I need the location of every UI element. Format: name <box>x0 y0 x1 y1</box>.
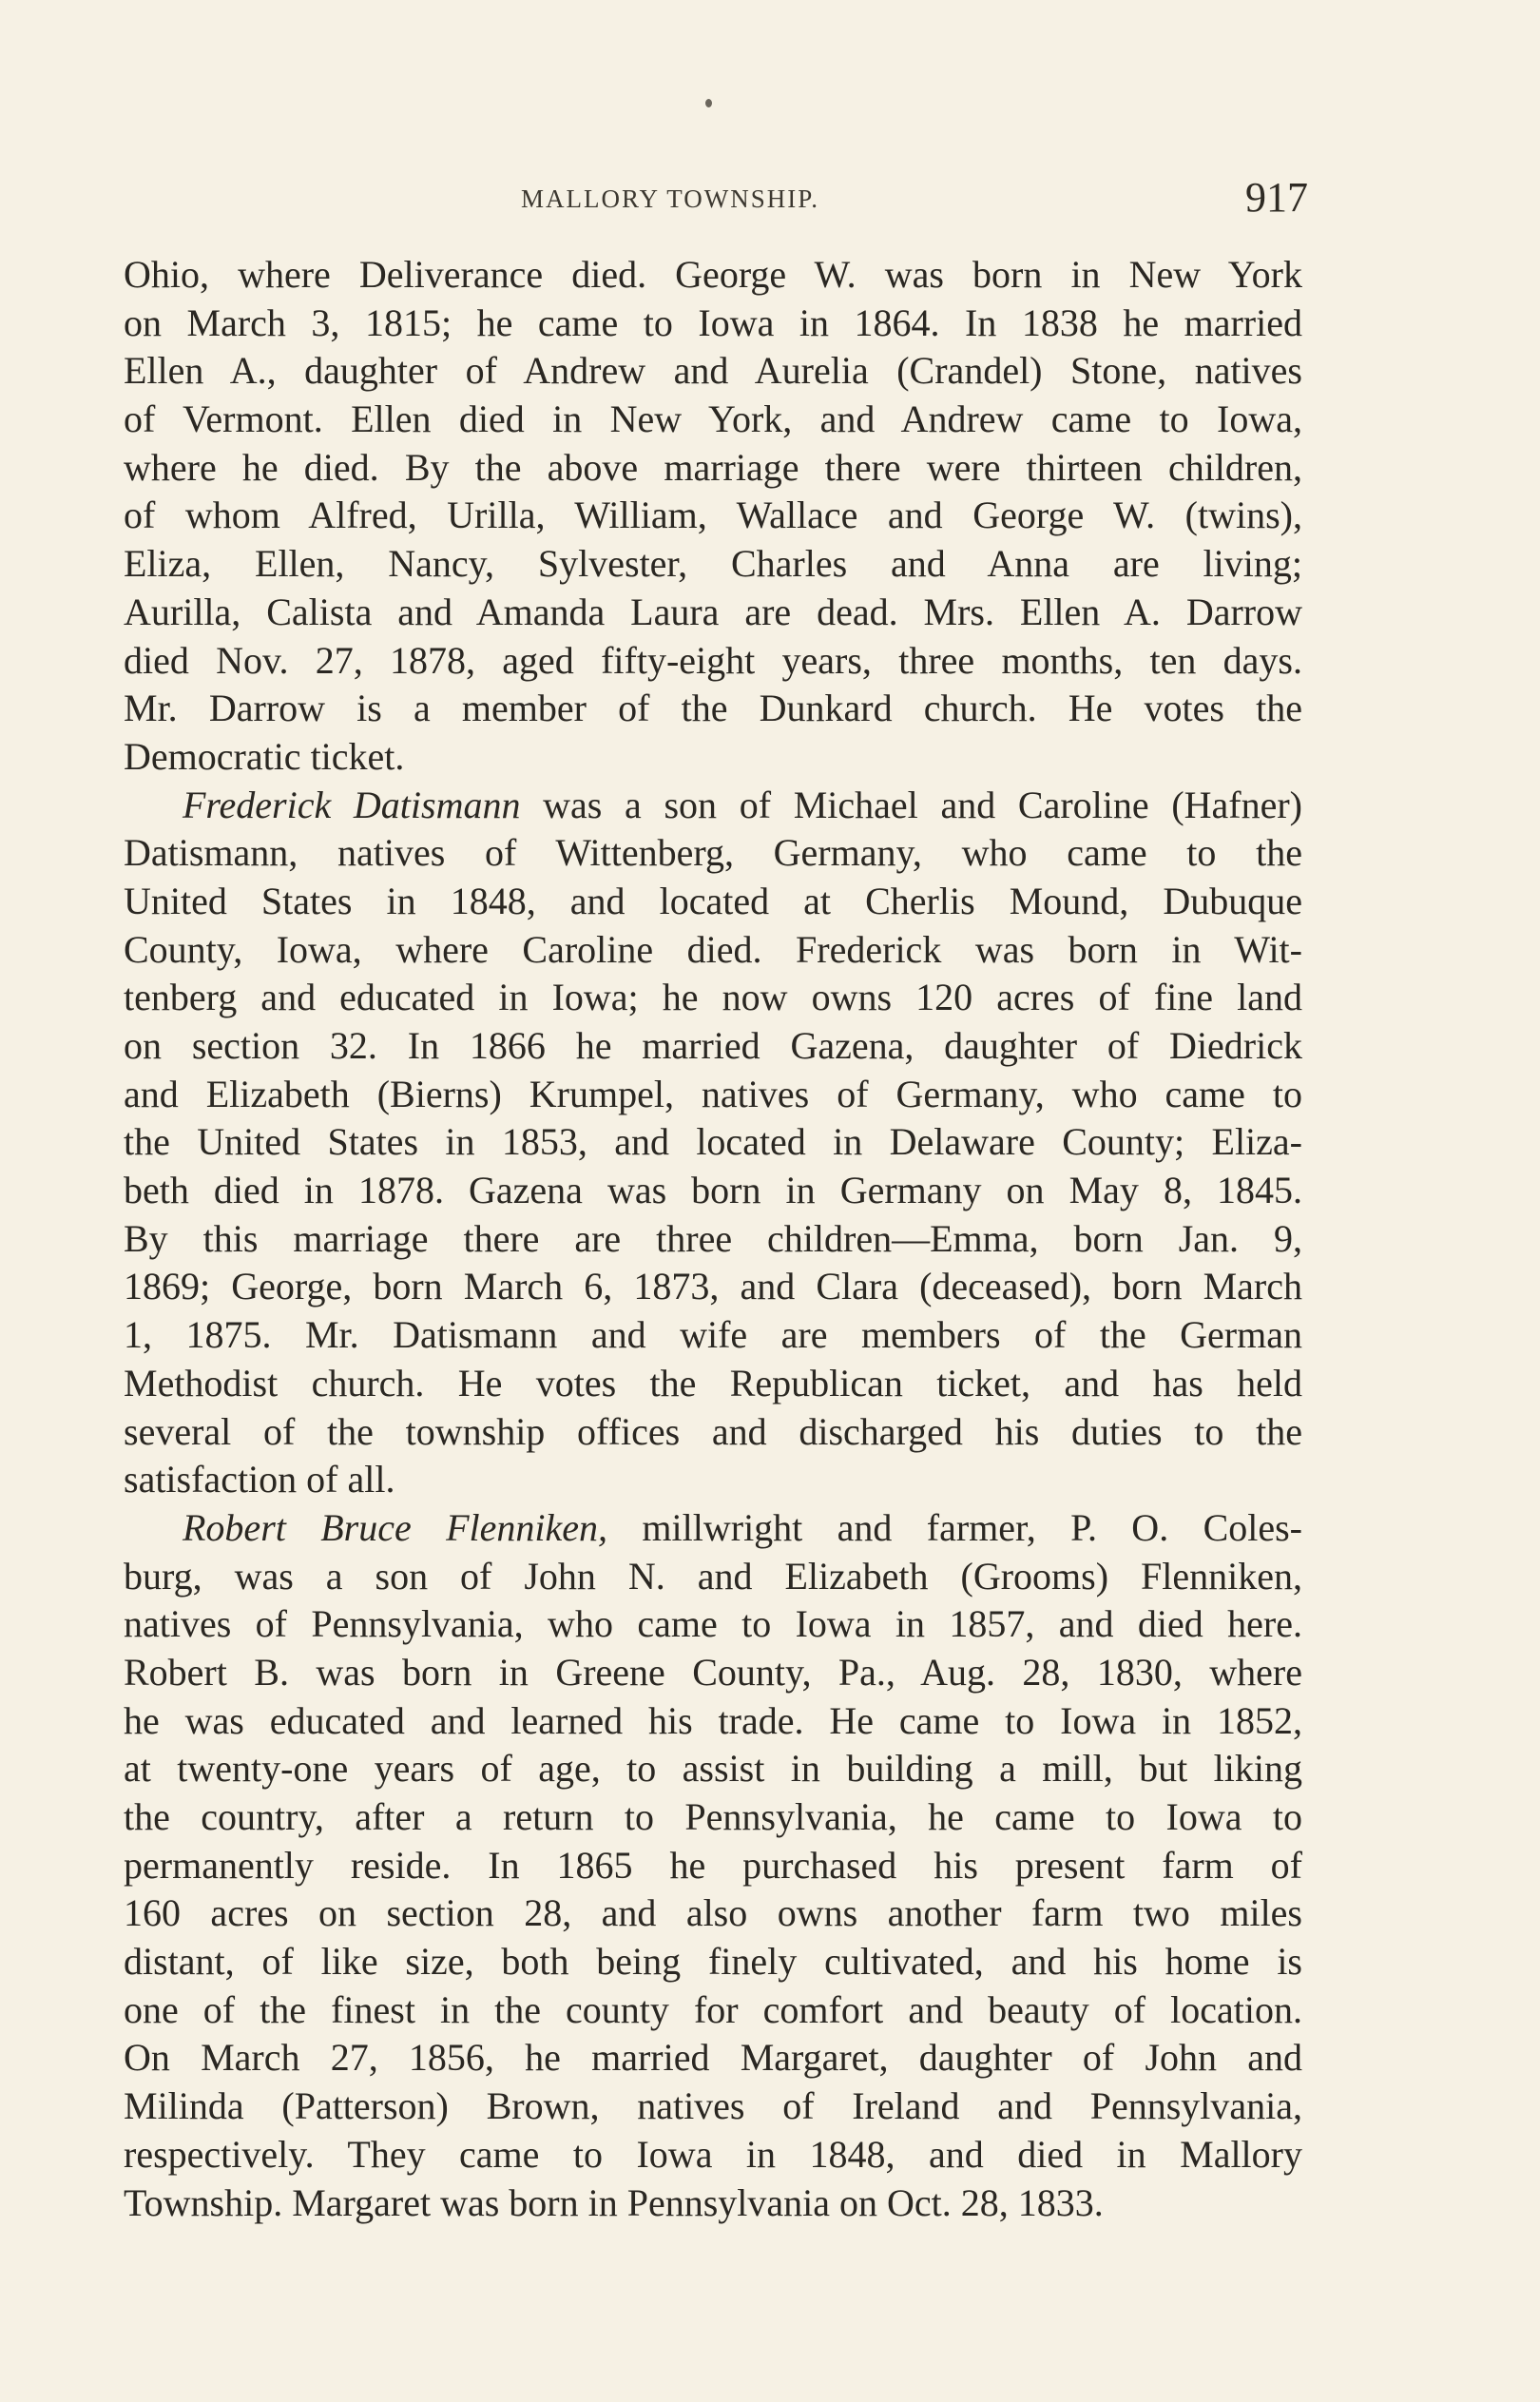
text-run: was a son of Michael and Caroline (Hafner) <box>543 783 1302 826</box>
text-line: of Vermont. Ellen died in New York, and Andrew came to Iowa, <box>124 397 1302 441</box>
text-line: Milinda (Patterson) Brown, natives of Ireland and Pennsylvania, <box>124 2084 1302 2128</box>
body-text <box>124 251 1302 2227</box>
text-line: Mr. Darrow is a member of the Dunkard church. He votes the <box>124 687 1302 730</box>
text-line: By this marriage there are three children—Emma, born Jan. 9, <box>124 1216 1302 1260</box>
text-line: Robert B. was born in Greene County, Pa., Aug. 28, 1830, where <box>124 1650 1302 1694</box>
text-line: one of the finest in the county for comfort and beauty of location. <box>124 1987 1302 2031</box>
paragraph-flenniken <box>124 1504 1302 2227</box>
text-line: United States in 1848, and located at Cherlis Mound, Dubuque <box>124 879 1302 922</box>
text-line: he was educated and learned his trade. He came to Iowa in 1852, <box>124 1698 1302 1742</box>
text-run: millwright and farmer, P. O. Coles- <box>642 1505 1302 1549</box>
person-name: Robert Bruce Flenniken, <box>183 1505 608 1549</box>
text-line-first <box>124 782 1302 830</box>
text-line: of whom Alfred, Urilla, William, Wallace and George W. (twins), <box>124 494 1302 537</box>
text-line: Datismann, natives of Wittenberg, Germany, who came to the <box>124 831 1302 875</box>
ink-dot-mark <box>705 99 712 107</box>
text-line: beth died in 1878. Gazena was born in Germany on May 8, 1845. <box>124 1169 1302 1212</box>
person-name: Frederick Datismann <box>183 783 521 826</box>
text-line: tenberg and educated in Iowa; he now owns 120 acres of fine land <box>124 976 1302 1019</box>
text-line: Township. Margaret was born in Pennsylvania on Oct. 28, 1833. <box>124 2180 1104 2224</box>
text-line: on March 3, 1815; he came to Iowa in 1864. In 1838 he married <box>124 300 1302 344</box>
text-line: Ellen A., daughter of Andrew and Aurelia (Crandel) Stone, natives <box>124 349 1302 393</box>
text-line: Democratic ticket. <box>124 734 405 778</box>
text-line-first <box>124 1504 1302 1553</box>
text-line: the United States in 1853, and located in Delaware County; Eliza- <box>124 1120 1302 1164</box>
text-line: where he died. By the above marriage there were thirteen children, <box>124 445 1302 489</box>
text-line: 1869; George, born March 6, 1873, and Clara (deceased), born March <box>124 1265 1302 1308</box>
text-line: 160 acres on section 28, and also owns another farm two miles <box>124 1891 1302 1935</box>
text-line: burg, was a son of John N. and Elizabeth (Grooms) Flenniken, <box>124 1554 1302 1598</box>
text-line: County, Iowa, where Caroline died. Frederick was born in Wit- <box>124 927 1302 971</box>
text-line: Eliza, Ellen, Nancy, Sylvester, Charles and Anna are living; <box>124 542 1302 586</box>
text-line: and Elizabeth (Bierns) Krumpel, natives of Germany, who came to <box>124 1072 1302 1115</box>
text-line: permanently reside. In 1865 he purchased his present farm of <box>124 1843 1302 1887</box>
text-line: natives of Pennsylvania, who came to Iowa in 1857, and died here. <box>124 1602 1302 1646</box>
text-line: Aurilla, Calista and Amanda Laura are dead. Mrs. Ellen A. Darrow <box>124 590 1302 633</box>
text-line: died Nov. 27, 1878, aged fifty-eight years, three months, ten days. <box>124 638 1302 682</box>
text-line: respectively. They came to Iowa in 1848, and died in Mallory <box>124 2132 1302 2176</box>
text-line: 1, 1875. Mr. Datismann and wife are members of the German <box>124 1313 1302 1357</box>
text-line: the country, after a return to Pennsylvania, he came to Iowa to <box>124 1795 1302 1838</box>
running-head <box>124 173 1308 221</box>
paragraph-darrow <box>124 251 1302 782</box>
running-title: MALLORY TOWNSHIP. <box>521 184 820 213</box>
text-line: satisfaction of all. <box>124 1458 395 1501</box>
text-line: several of the township offices and discharged his duties to the <box>124 1409 1302 1453</box>
text-line: Ohio, where Deliverance died. George W. was born in New York <box>124 253 1302 296</box>
text-line: distant, of like size, both being finely cultivated, and his home is <box>124 1940 1302 1984</box>
text-line: at twenty-one years of age, to assist in building a mill, but liking <box>124 1747 1302 1791</box>
text-line: Methodist church. He votes the Republican ticket, and has held <box>124 1361 1302 1404</box>
paragraph-datismann <box>124 782 1302 1504</box>
page-number: 917 <box>1245 174 1308 221</box>
text-line: On March 27, 1856, he married Margaret, daughter of John and <box>124 2036 1302 2080</box>
text-line: on section 32. In 1866 he married Gazena, daughter of Diedrick <box>124 1024 1302 1067</box>
